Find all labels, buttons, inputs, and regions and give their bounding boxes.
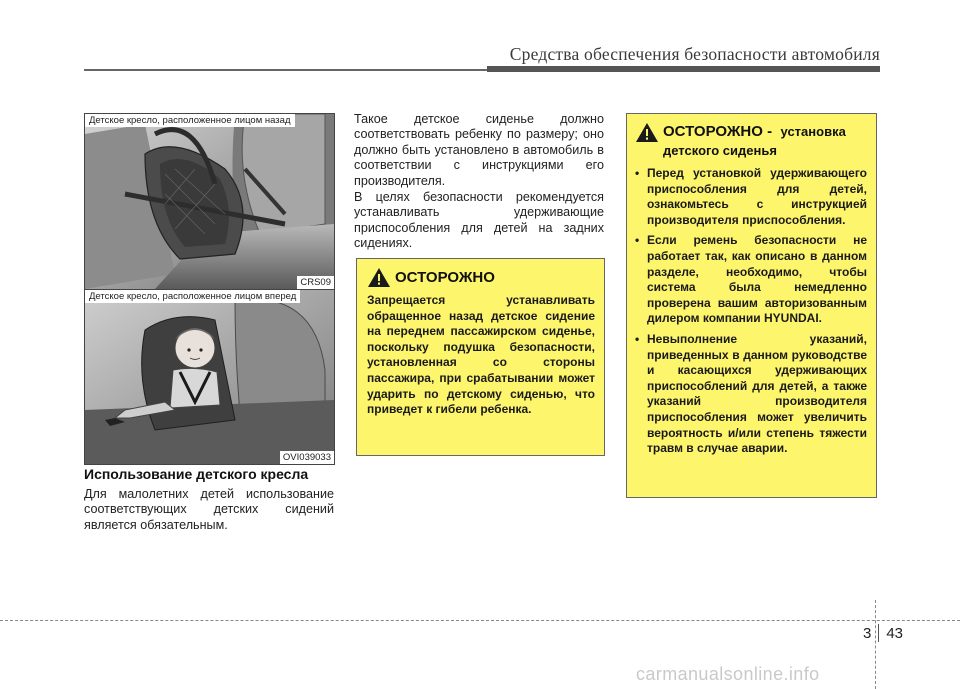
page-header-title: Средства обеспечения безопасности автомобиля [509, 44, 880, 64]
intro-paragraph: Для малолетних детей использование соответствующих детских сидений является обязательным. [84, 487, 334, 532]
figure-code: CRS09 [297, 276, 334, 289]
body-paragraph-1: Такое детское сиденье должно соответствовать ребенку по размеру; оно должно быть установлено в автомобиль в соответствии с инструкциями его производителя. [354, 112, 604, 188]
page-number-separator [878, 624, 879, 642]
figure-forward-facing-seat [84, 289, 335, 465]
section-heading: Использование детского кресла [84, 466, 309, 482]
watermark: carmanualsonline.info [636, 664, 820, 684]
rear-facing-seat-illustration [85, 114, 334, 289]
warning-title: ОСТОРОЖНО - [663, 123, 773, 140]
figure-caption: Детское кресло, расположенное лицом назад [85, 114, 295, 127]
warning-text: Запрещается устанавливать обращенное назад детское сидение на переднем пассажирском сиденье, поскольку подушка безопасности, установленная со стороны пассажира, при срабатывании может ударить по детскому сиденью, что приведет к гибели ребенка. [367, 293, 595, 417]
footer-divider [875, 600, 876, 689]
warning-bullet: • Невыполнение указаний, приведенных в данном руководстве и касающихся удерживающих приспособлений для детей, а также указаний производителя приспособления может увеличить вероятность и/или степень тяжести травм в случае аварии. [635, 332, 867, 457]
forward-facing-seat-illustration [85, 290, 334, 464]
warning-subtitle: установка детского сиденья [663, 124, 846, 158]
warning-bullet: • Если ремень безопасности не работает так, как описано в данном разделе, необходимо, чтобы система была немедленно проверена вашим авторизованным дилером компании HYUNDAI. [635, 233, 867, 327]
warning-triangle-icon [367, 267, 391, 288]
warning-box-installation [626, 113, 877, 498]
footer-rule [0, 620, 960, 621]
warning-box-rear-seat [356, 258, 605, 456]
figure-code: OVI039033 [280, 451, 334, 464]
warning-heading [635, 122, 867, 160]
figure-rear-facing-seat [84, 113, 335, 290]
body-paragraph-2: В целях безопасности рекомендуется устанавливать удерживающие приспособления для детей на задних сидениях. [354, 190, 604, 251]
chapter-number: 3 [862, 624, 872, 642]
warning-triangle-icon [635, 122, 659, 143]
warning-bullet: • Перед установкой удерживающего приспособления для детей, ознакомьтесь с инструкцией производителя приспособления. [635, 166, 867, 228]
page-number [860, 624, 906, 642]
warning-bullet-list [635, 166, 867, 457]
figure-caption: Детское кресло, расположенное лицом вперед [85, 290, 300, 303]
page-number-value: 43 [886, 624, 904, 642]
header-rule-accent [487, 66, 880, 72]
warning-title-group [663, 122, 867, 160]
warning-title: ОСТОРОЖНО [395, 269, 495, 286]
warning-heading [367, 267, 595, 288]
